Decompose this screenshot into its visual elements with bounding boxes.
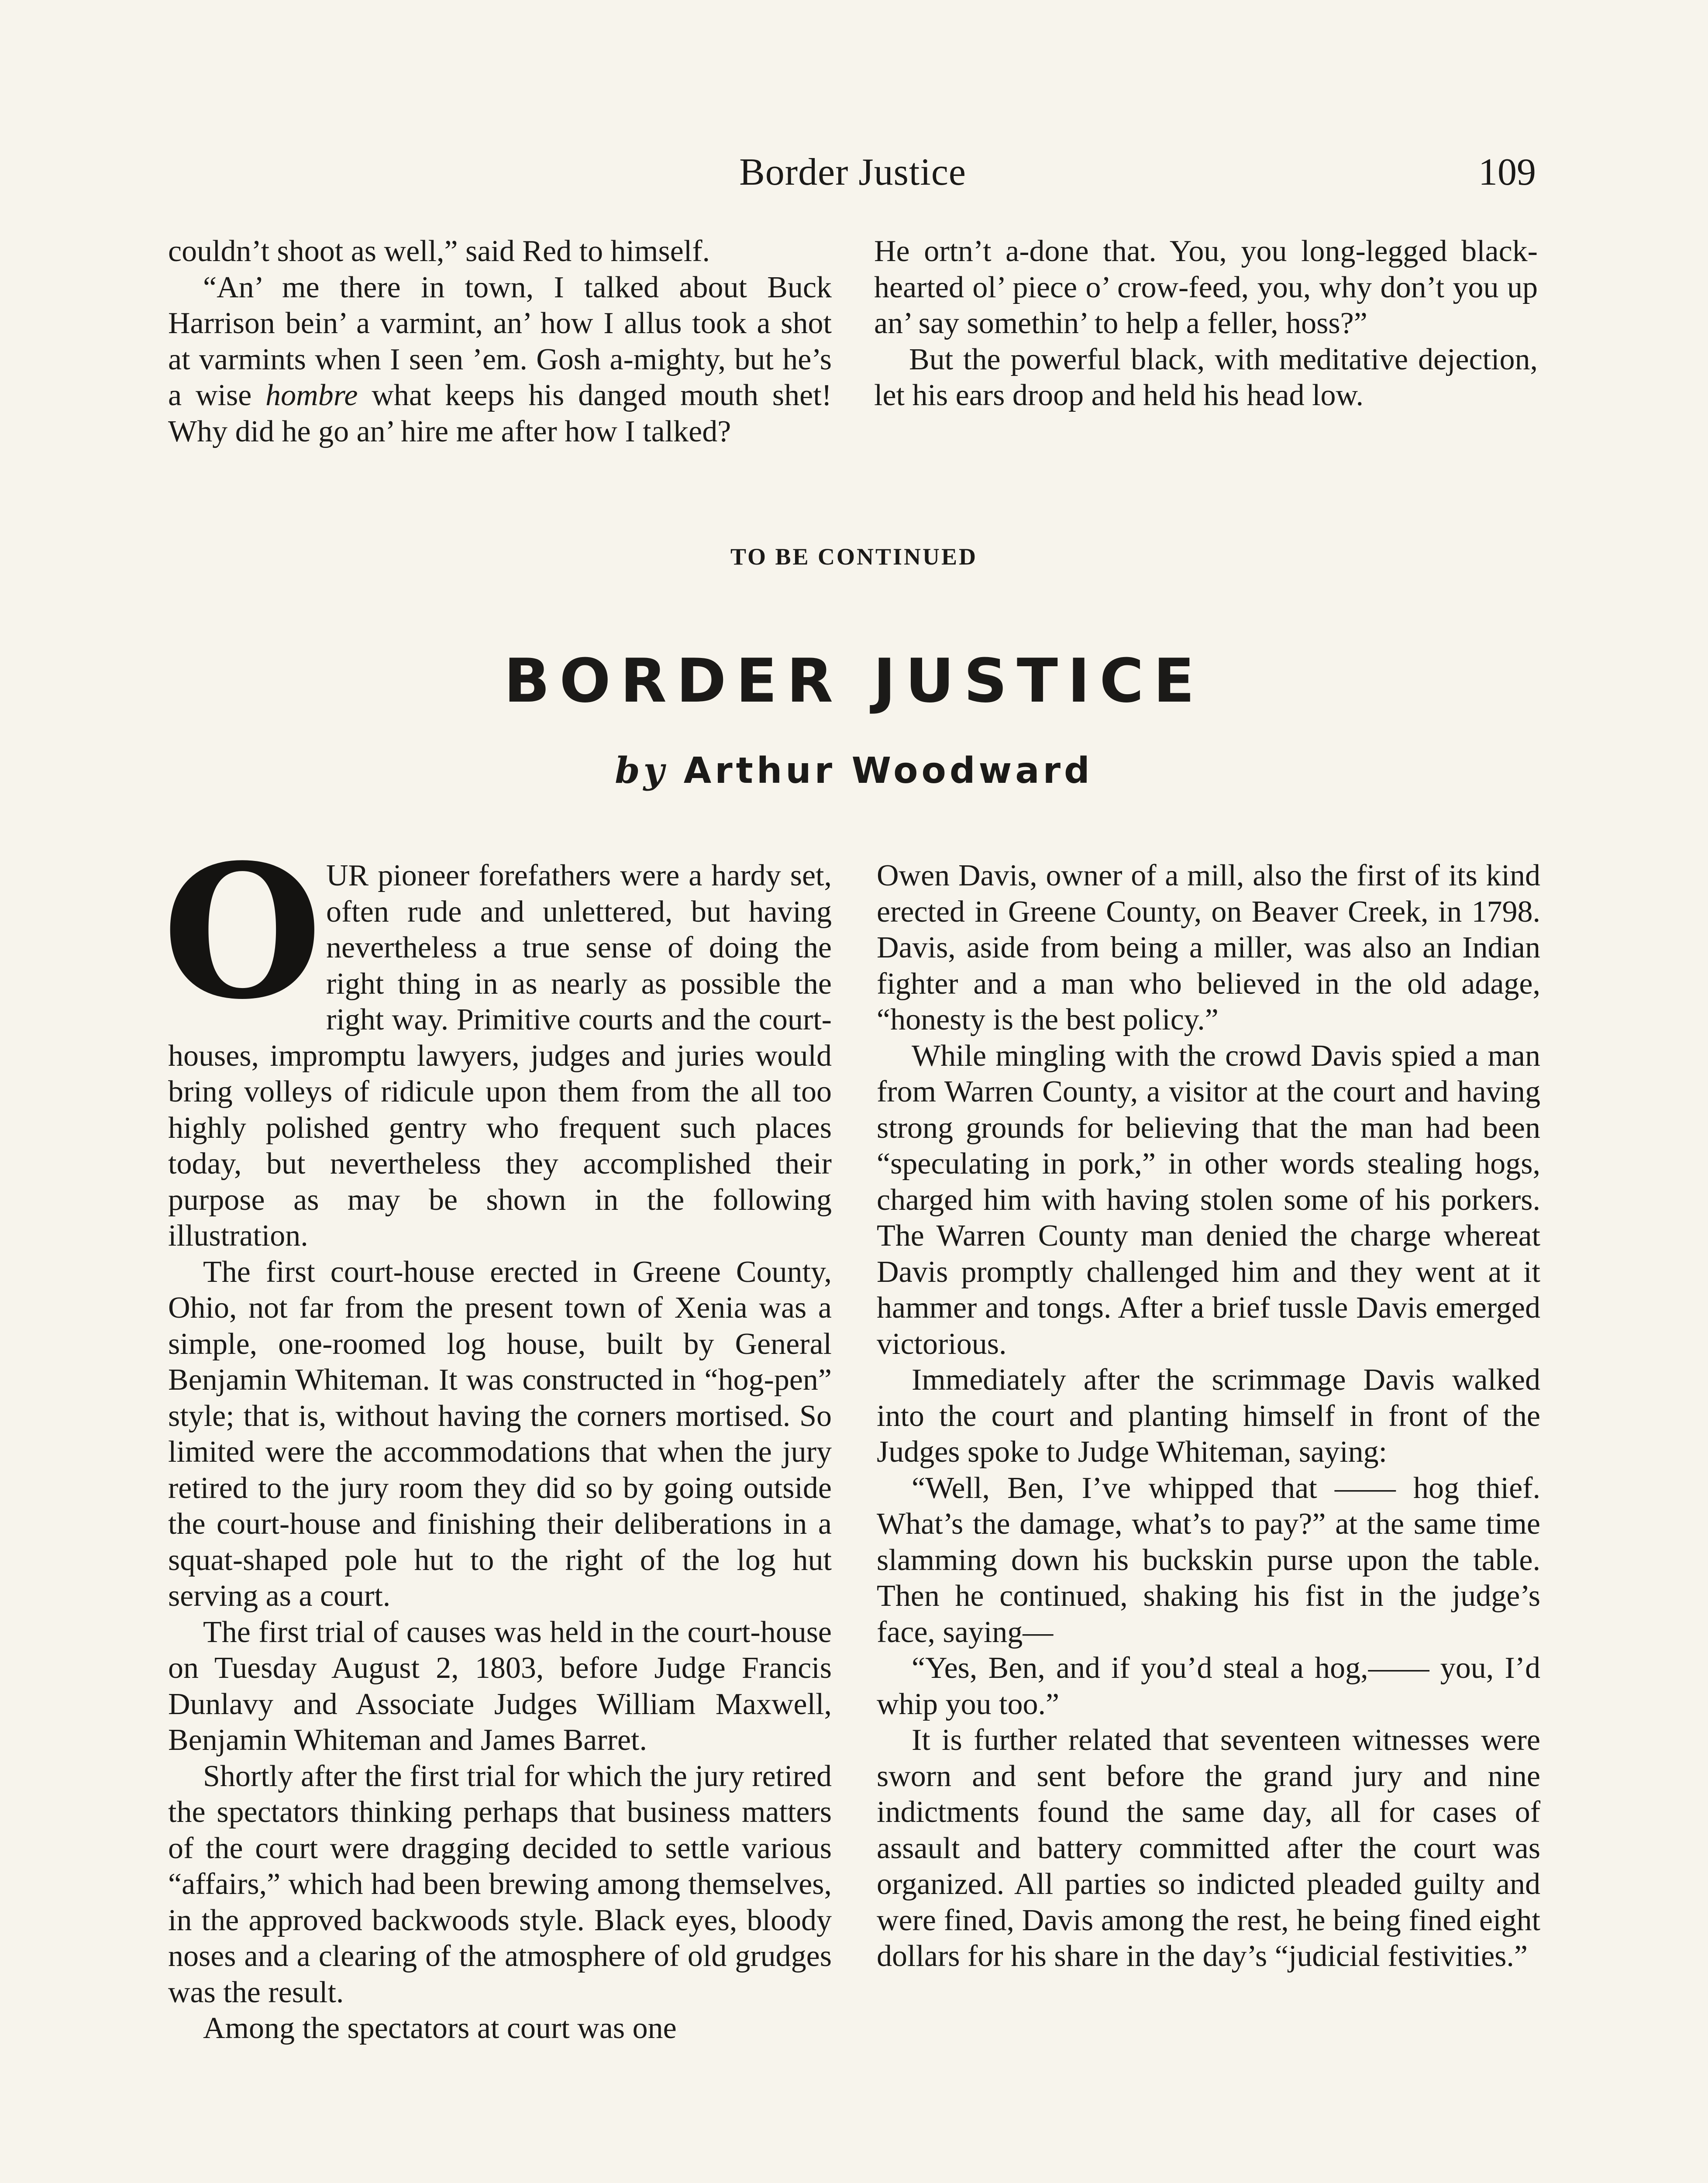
- story-text: “An’ me there in town, I talked about Buck Harrison bein’ a varmint, an’ how I allus took a shot at varmints when I seen ’em. Gosh a-mighty, but he’s a wise: [168, 270, 832, 412]
- article-paragraph: The first court-house erected in Greene County, Ohio, not far from the present town of Xenia was a simple, one-roomed log house, built by General Benjamin Whiteman. It was constructed in “hog-pen” style; that is, without having the corners mortised. So limited were the accommodations that when the jury retired to the jury room they did so by going outside the court-house and finishing their deliberations in a squat-shaped pole hut to the right of the log hut serving as a court.: [168, 1255, 832, 1613]
- article-right-column: [877, 858, 1540, 1975]
- story-paragraph: [168, 270, 832, 450]
- running-head: [169, 148, 1536, 196]
- page-number: 109: [1478, 151, 1536, 193]
- article-paragraph: The first trial of causes was held in the court-house on Tuesday August 2, 1803, before Judge Francis Dunlavy and Associate Judges William Maxwell, Benjamin Whiteman and James Barret.: [168, 1615, 832, 1757]
- continued-story-right-column: [874, 234, 1538, 414]
- article-paragraph: “Yes, Ben, and if you’d steal a hog,—— you, I’d whip you too.”: [877, 1651, 1540, 1721]
- byline-by: by: [615, 750, 668, 792]
- article-paragraph: “Well, Ben, I’ve whipped that —— hog thief. What’s the damage, what’s to pay?” at the same time slamming down his buckskin purse upon the table. Then he continued, shaking his fist in the judge’s face, saying—: [877, 1471, 1540, 1649]
- story-paragraph: He ortn’t a-done that. You, you long-legged black-hearted ol’ piece o’ crow-feed, you, why don’t you up an’ say somethin’ to help a feller, hoss?”: [874, 234, 1538, 340]
- to-be-continued-label: TO BE CONTINUED: [730, 544, 978, 570]
- article-paragraph: [162, 825, 832, 1254]
- article-paragraph: Owen Davis, owner of a mill, also the first of its kind erected in Greene County, on Beaver Creek, in 1798. Davis, aside from being a miller, was also an Indian fighter and a man who believed in the old adage, “honesty is the best policy.”: [877, 859, 1540, 1036]
- byline: [0, 747, 1708, 795]
- article-paragraph: Immediately after the scrimmage Davis walked into the court and planting himself in front of the Judges spoke to Judge Whiteman, saying:: [877, 1363, 1540, 1469]
- article-paragraph: It is further related that seventeen witnesses were sworn and sent before the grand jury and nine indictments found the same day, all for cases of assault and battery committed after the court was organized. All parties so indicted pleaded guilty and were fined, Davis among the rest, he being fined eight dollars for his share in the day’s “judicial festivities.”: [877, 1723, 1540, 1973]
- continued-story-left-column: [168, 234, 832, 450]
- story-text: what keeps his danged mouth shet! Why did he go an’ hire me after how I talked?: [168, 379, 832, 448]
- article-paragraph: Among the spectators at court was one: [203, 2011, 677, 2045]
- italic-word: hombre: [265, 379, 358, 412]
- drop-cap: [162, 825, 322, 1040]
- article-paragraph: Shortly after the first trial for which the jury retired the spectators thinking perhaps that business matters of the court were dragging decided to settle various “affairs,” which had been brewing among themselves, in the approved backwoods style. Black eyes, bloody noses and a clearing of the atmosphere of old grudges was the result.: [168, 1759, 832, 2009]
- story-paragraph: couldn’t shoot as well,” said Red to himself.: [168, 234, 710, 268]
- running-head-title: Border Justice: [739, 151, 966, 193]
- article-title: BORDER JUSTICE: [504, 646, 1204, 716]
- drop-cap-letter: O: [162, 825, 322, 1040]
- story-paragraph: But the powerful black, with meditative dejection, let his ears droop and held his head low.: [874, 342, 1538, 412]
- article-paragraph: While mingling with the crowd Davis spied a man from Warren County, a visitor at the court and having strong grounds for believing that the man had been “speculating in pork,” in other words stealing hogs, charged him with having stolen some of his porkers. The Warren County man denied the charge whereat Davis promptly challenged him and they went at it hammer and tongs. After a brief tussle Davis emerged victorious.: [877, 1039, 1540, 1361]
- article-text: UR pioneer forefathers were a hardy set, often rude and unlettered, but having nevertheless a true sense of doing the right thing in as nearly as possible the right way. Primitive courts and the court-houses, impromptu lawyers, judges and juries would bring volleys of ridicule upon them from the all too highly polished gentry who frequent such places today, but nevertheless they accomplished their purpose as may be shown in the following illustration.: [168, 859, 832, 1253]
- article-left-column: [162, 825, 832, 2047]
- byline-author: Arthur Woodward: [683, 750, 1093, 792]
